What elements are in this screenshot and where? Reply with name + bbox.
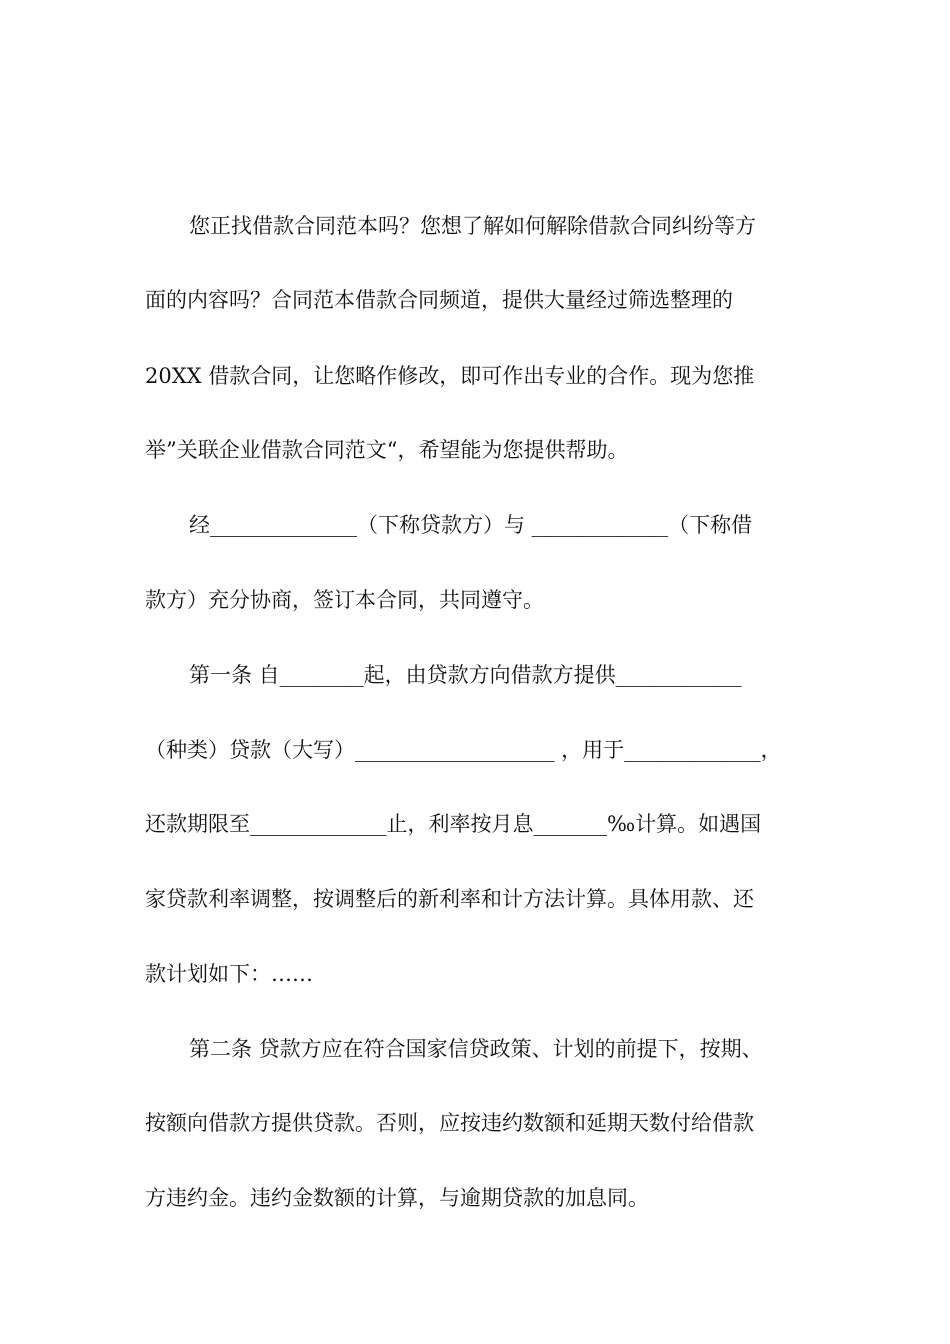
paragraph-parties-line-2: 款方）充分协商，签订本合同，共同遵守。: [145, 588, 544, 612]
article-1-line-5: 款计划如下：……: [145, 962, 313, 986]
paragraph-intro-line-2: 面的内容吗？合同范本借款合同频道，提供大量经过筛选整理的: [145, 288, 733, 312]
paragraph-intro-line-1: 您正找借款合同范本吗？您想了解如何解除借款合同纠纷等方: [189, 214, 756, 238]
article-1-line-1: 第一条 自________起，由贷款方向借款方提供____________: [189, 663, 742, 687]
article-2-line-1: 第二条 贷款方应在符合国家信贷政策、计划的前提下，按期、: [189, 1037, 763, 1061]
article-2-line-3: 方违约金。违约金数额的计算，与逾期贷款的加息同。: [145, 1186, 649, 1210]
article-1-line-3: 还款期限至_____________止，利率按月息_______‰计算。如遇国: [145, 812, 762, 836]
paragraph-intro-line-3: 20XX 借款合同，让您略作修改，即可作出专业的合作。现为您推: [145, 364, 755, 388]
article-1-line-2: （种类）贷款（大写）___________________ ，用于_____________，: [145, 738, 782, 762]
article-1-line-4: 家贷款利率调整，按调整后的新利率和计方法计算。具体用款、还: [145, 887, 754, 911]
paragraph-parties-line-1: 经______________（下称贷款方）与 _____________（下称借: [189, 513, 753, 537]
article-2-line-2: 按额向借款方提供贷款。否则，应按违约数额和延期天数付给借款: [145, 1111, 754, 1135]
paragraph-intro-line-4: 举”关联企业借款合同范文“，希望能为您提供帮助。: [145, 438, 629, 462]
